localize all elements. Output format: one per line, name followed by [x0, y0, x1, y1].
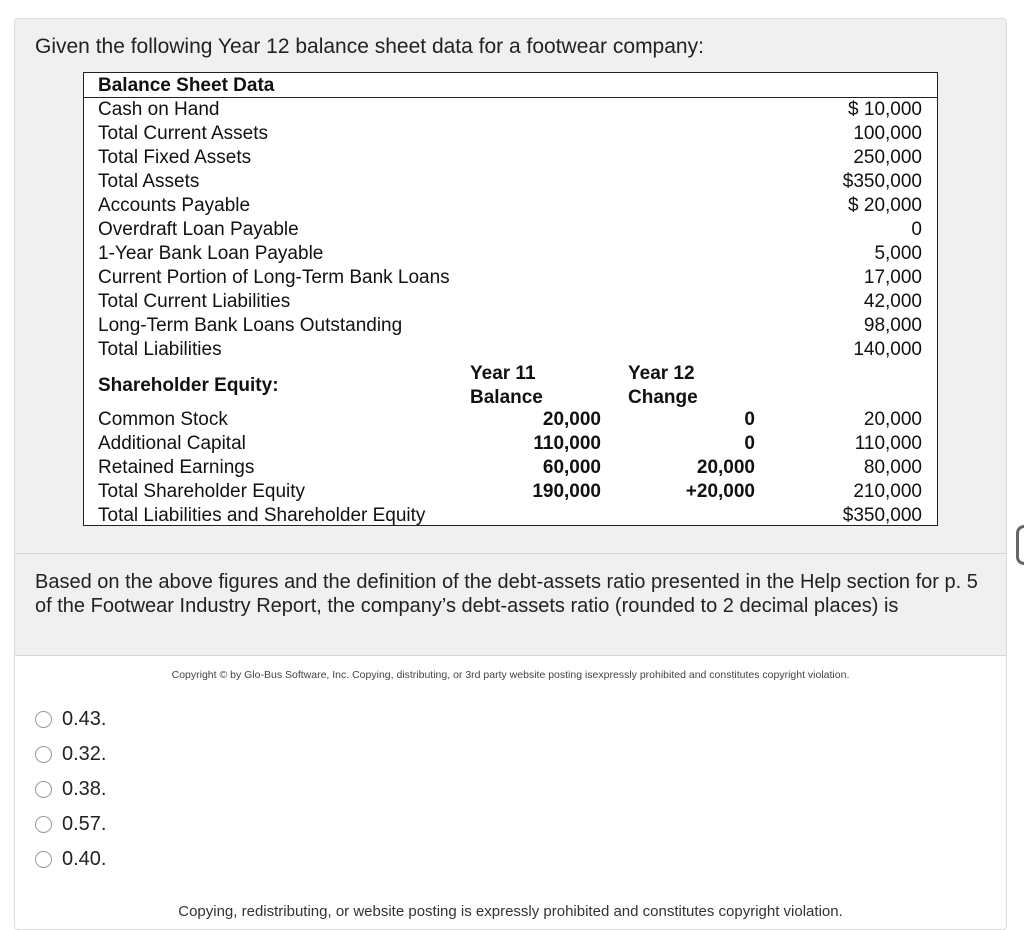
equity-row-value: 110,000: [854, 433, 922, 454]
equity-row-label: Common Stock: [98, 409, 228, 430]
balance-sheet-title-bar: [84, 73, 937, 98]
answer-option-label: 0.57.: [62, 813, 107, 835]
row-label: Cash on Hand: [98, 99, 220, 120]
radio-button-icon[interactable]: [35, 816, 52, 833]
row-label: 1-Year Bank Loan Payable: [98, 243, 324, 264]
question-prompt: Based on the above figures and the definition of the debt-assets ratio presented in the Help section for p. 5 of the Footwear Industry Report, the company’s debt-assets ratio (rounded to 2 decimal places) is: [35, 571, 978, 617]
answer-options: [35, 702, 106, 877]
col-year12-header-line1: Year 12: [628, 363, 695, 384]
row-label: Total Current Assets: [98, 123, 269, 144]
col-year12-header-line2: Change: [628, 387, 698, 408]
answer-option-label: 0.40.: [62, 848, 107, 870]
row-value: $ 20,000: [848, 195, 922, 216]
equity-row-year12: 20,000: [696, 457, 755, 478]
intro-text: Given the following Year 12 balance sheet data for a footwear company:: [35, 35, 704, 58]
equity-row-year11: 60,000: [542, 457, 601, 478]
equity-row-value: 80,000: [863, 457, 922, 478]
row-label: Total Current Liabilities: [98, 291, 291, 312]
question-panel: [15, 19, 1006, 656]
equity-row-year11: 110,000: [533, 433, 601, 454]
copyright-notice: Copyright © by Glo-Bus Software, Inc. Copying, distributing, or 3rd party website posting isexpressly prohibited and constitutes copyright violation.: [171, 669, 850, 681]
row-label: Long-Term Bank Loans Outstanding: [98, 315, 403, 336]
radio-button-icon[interactable]: [35, 781, 52, 798]
answer-option[interactable]: [35, 737, 106, 772]
row-value: 5,000: [874, 243, 922, 264]
row-value: 140,000: [853, 339, 922, 360]
section-divider: [15, 553, 1006, 554]
answer-option-label: 0.38.: [62, 778, 107, 800]
row-label: Current Portion of Long-Term Bank Loans: [98, 267, 450, 288]
equity-row-value: 20,000: [863, 409, 922, 430]
row-value: 0: [911, 219, 922, 240]
answer-option-label: 0.43.: [62, 708, 107, 730]
row-value: 17,000: [863, 267, 922, 288]
row-value: 42,000: [863, 291, 922, 312]
radio-button-icon[interactable]: [35, 746, 52, 763]
answer-option-label: 0.32.: [62, 743, 107, 765]
equity-row-year11: 20,000: [542, 409, 601, 430]
row-label: Overdraft Loan Payable: [98, 219, 299, 240]
equity-row-label: Additional Capital: [98, 433, 246, 454]
equity-row-value: $350,000: [842, 505, 922, 526]
row-value: $350,000: [842, 171, 922, 192]
row-value: 250,000: [853, 147, 922, 168]
equity-row-year12: 0: [744, 433, 755, 454]
col-year11-header-line2: Balance: [470, 387, 543, 408]
row-value: $ 10,000: [848, 99, 922, 120]
radio-button-icon[interactable]: [35, 851, 52, 868]
equity-row-year11: 190,000: [532, 481, 601, 502]
question-card: [14, 18, 1007, 930]
col-year11-header-line1: Year 11: [470, 363, 536, 384]
answer-option[interactable]: [35, 807, 106, 842]
answer-option[interactable]: [35, 702, 106, 737]
row-label: Total Fixed Assets: [98, 147, 252, 168]
radio-button-icon[interactable]: [35, 711, 52, 728]
answer-option[interactable]: [35, 772, 106, 807]
answer-option[interactable]: [35, 842, 106, 877]
equity-row-label: Total Shareholder Equity: [98, 481, 306, 502]
row-label: Accounts Payable: [98, 195, 251, 216]
scroll-edge-icon: [1016, 525, 1024, 565]
row-label: Total Assets: [98, 171, 200, 192]
row-value: 100,000: [853, 123, 922, 144]
footer-copyright-notice: Copying, redistributing, or website posting is expressly prohibited and constitutes copyright violation.: [178, 903, 843, 920]
balance-sheet-title: Balance Sheet Data: [98, 75, 275, 96]
row-label: Total Liabilities: [98, 339, 222, 360]
row-value: 98,000: [863, 315, 922, 336]
shareholder-equity-header: Shareholder Equity:: [98, 375, 279, 396]
equity-row-year12: +20,000: [685, 481, 755, 502]
equity-row-label: Total Liabilities and Shareholder Equity: [98, 505, 426, 526]
equity-row-label: Retained Earnings: [98, 457, 255, 478]
equity-row-value: 210,000: [853, 481, 922, 502]
equity-row-year12: 0: [744, 409, 755, 430]
balance-sheet-table: [83, 72, 938, 526]
